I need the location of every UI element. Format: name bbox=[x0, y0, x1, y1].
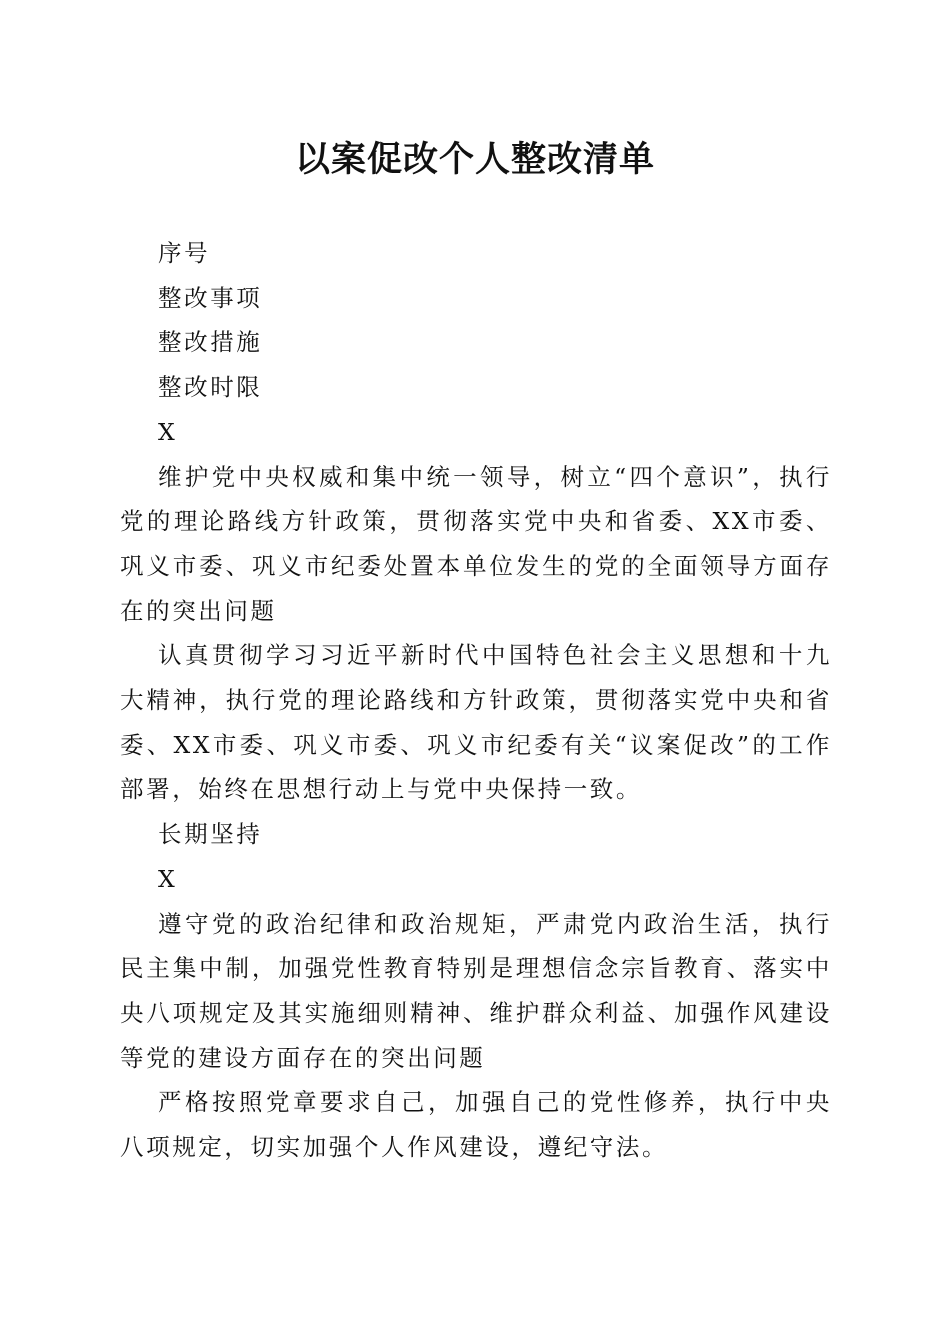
paragraph-serial-1: X bbox=[158, 417, 178, 446]
paragraph-item-1: 维护党中央权威和集中统一领导，树立“四个意识”，执行党的理论路线方针政策，贯彻落实党中央和省委、XX市委、巩义市委、巩义市纪委处置本单位发生的党的全面领导方面存在的突出问题 bbox=[120, 462, 832, 625]
paragraph-measure-2: 严格按照党章要求自己，加强自己的党性修养，执行中央八项规定，切实加强个人作风建设，遵纪守法。 bbox=[120, 1088, 832, 1162]
document-body bbox=[120, 231, 832, 1170]
paragraph-rectification-deadline-header: 整改时限 bbox=[158, 373, 263, 402]
paragraph-rectification-measure-header: 整改措施 bbox=[158, 328, 263, 357]
paragraph-item-2: 遵守党的政治纪律和政治规矩，严肃党内政治生活，执行民主集中制，加强党性教育特别是理想信念宗旨教育、落实中央八项规定及其实施细则精神、维护群众利益、加强作风建设等党的建设方面存在的突出问题 bbox=[120, 909, 832, 1072]
document-title: 以案促改个人整改清单 bbox=[294, 139, 655, 180]
paragraph-serial-number-header: 序号 bbox=[158, 239, 211, 267]
paragraph-rectification-item-header: 整改事项 bbox=[158, 283, 263, 312]
paragraph-deadline-1: 长期坚持 bbox=[158, 820, 263, 849]
paragraph-serial-2: X bbox=[158, 864, 178, 893]
paragraph-measure-1: 认真贯彻学习习近平新时代中国特色社会主义思想和十九大精神，执行党的理论路线和方针政策，贯彻落实党中央和省委、XX市委、巩义市委、巩义市纪委有关“议案促改”的工作部署，始终在思想行动上与党中央保持一致。 bbox=[120, 641, 832, 804]
